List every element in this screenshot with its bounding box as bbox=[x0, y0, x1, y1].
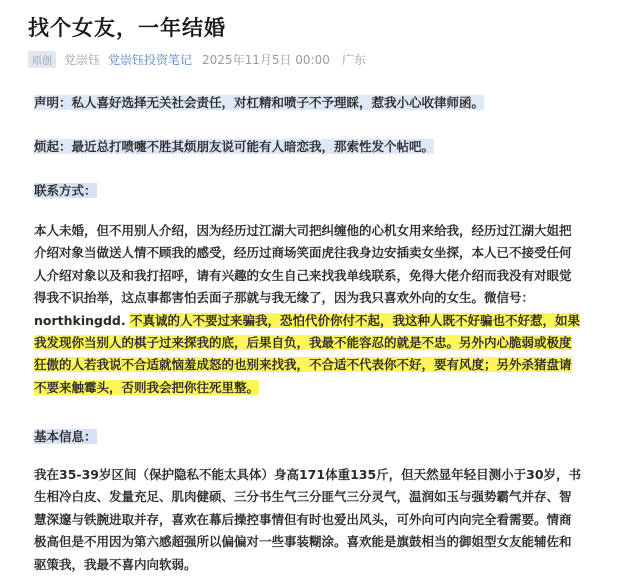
account-name-link[interactable]: 党崇钰投资笔记 bbox=[108, 52, 193, 67]
contact-line bbox=[34, 354, 620, 376]
basic-line: 极高但是不用因为第六感超强所以偏偏对一些事装糊涂。喜欢能是旗鼓相当的御姐型女友能辅佐和 bbox=[34, 534, 572, 550]
contact-paragraph bbox=[34, 220, 620, 399]
basic-paragraph bbox=[34, 464, 620, 576]
contact-line: 本人未婚，但不用别人介绍，因为经历过江湖大司把纠缠他的心机女用来给我，经历过江湖大姐把 bbox=[34, 223, 572, 238]
contact-heading: 联系方式： bbox=[34, 183, 97, 198]
statement-paragraph bbox=[34, 92, 620, 114]
basic-heading: 基本信息： bbox=[34, 429, 97, 444]
contact-line: 介绍对象当做送人情不顾我的感受，经历过商场笑面虎往我身边安插卖女坐探，本人已不接受任何 bbox=[34, 245, 572, 261]
contact-line-wechat bbox=[34, 310, 620, 332]
contact-line: 人介绍对象以及和我打招呼，请有兴趣的女生自己来找我单线联系，免得大佬介绍而我没有对眼觉 bbox=[34, 267, 572, 283]
article-title: 找个女友，一年结婚 bbox=[28, 16, 226, 40]
publish-time: 2025年11月5日 00:00 bbox=[202, 52, 330, 67]
warning-highlight: 不要来触霉头，否则我会把你往死里整。 bbox=[34, 379, 260, 395]
contact-line bbox=[34, 332, 620, 354]
basic-line: 慧深邃与铁腕进取并存，喜欢在幕后操控事情但有时也爱出风头，可外向可内向完全看需要。情商 bbox=[34, 511, 572, 527]
basic-line: 我在35-39岁区间（保护隐私不能太具体）身高171体重135斤，但天然显年轻目测小于30岁，书 bbox=[34, 467, 582, 482]
source-name[interactable]: 党崇钰 bbox=[64, 52, 101, 67]
note-text: 烦起：最近总打喷嚏不胜其烦朋友说可能有人暗恋我，那索性发个帖吧。 bbox=[34, 139, 435, 154]
note-paragraph bbox=[34, 136, 620, 158]
wechat-id[interactable]: northkingdd. bbox=[34, 312, 126, 328]
basic-line: 驱策我，我最不喜内向软弱。 bbox=[34, 556, 197, 572]
warning-highlight: 狂傲的人若我说不合适就恼羞成怒的也别来找我，不合适不代表你不好，要有风度；另外杀猪盘请 bbox=[34, 357, 572, 373]
statement-text: 声明：私人喜好选择无关社会责任，对杠精和喷子不予理睬，惹我小心收律师函。 bbox=[34, 95, 485, 110]
contact-line bbox=[34, 377, 620, 399]
warning-highlight: 不真诚的人不要过来骗我，恐怕代价你付不起，我这种人既不好骗也不好惹，如果 bbox=[129, 312, 580, 328]
warning-highlight: 我发现你当别人的棋子过来探我的底，后果自负，我最不能容忍的就是不忠。另外内心脆弱或极度 bbox=[34, 335, 572, 351]
contact-line: 得我不识抬举，这点事都害怕丢面子那就与我无缘了，因为我只喜欢外向的女生。微信号： bbox=[34, 290, 535, 306]
basic-line: 生相冷白皮、发量充足、肌肉健硕、三分书生气三分匪气三分灵气，温润如玉与强势霸气并存、智 bbox=[34, 489, 572, 505]
original-badge: 原创 bbox=[28, 51, 56, 68]
location-label: 广东 bbox=[341, 52, 366, 67]
article-meta bbox=[28, 50, 366, 68]
